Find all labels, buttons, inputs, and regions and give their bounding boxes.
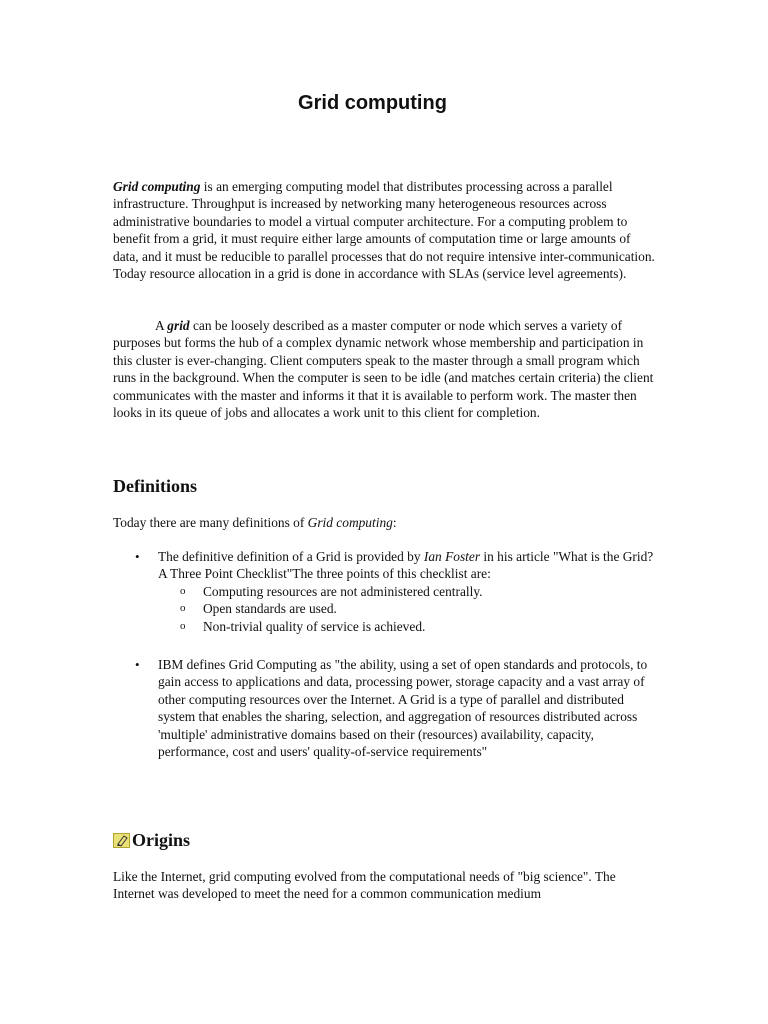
intro-paragraph <box>113 178 658 282</box>
checklist-item-text: Computing resources are not administered centrally. <box>203 583 483 599</box>
intro-text: is an emerging computing model that distributes processing across a parallel infrastructure. Throughput is increased by networking many heterogeneous resources across administrative boundaries to model a virtual computer architecture. For a computing problem to benefit from a grid, it must require either large amounts of computation time or large amounts of data, and it must be reducible to parallel processes that do not require intensive inter-communication. Today resource allocation in a grid is done in accordance with SLAs (service level agreements). <box>113 179 655 282</box>
definitions-list <box>113 548 658 635</box>
definitions-intro-prefix: Today there are many definitions of <box>113 515 308 530</box>
checklist-item-text: Open standards are used. <box>203 601 337 617</box>
circle-bullet-icon: o <box>180 619 186 632</box>
grid-text: can be loosely described as a master computer or node which serves a variety of purposes but forms the hub of a complex dynamic network whose membership and participation in this cluster is ever-changing. Client computers speak to the master through a small program which runs in the background. When the computer is seen to be idle (and matches certain criteria) the client communicates with the master and informs it that it is available to perform work. The master then looks in its queue of jobs and allocates a work unit to this client for completion. <box>113 318 654 421</box>
list-item <box>113 548 658 635</box>
edit-marker-icon <box>113 833 130 848</box>
bullet-icon: • <box>135 549 140 564</box>
definitions-intro-suffix: : <box>392 515 397 530</box>
origins-heading-text: Origins <box>132 830 191 850</box>
bullet-icon: • <box>135 657 140 672</box>
bullet1-prefix: The definitive definition of a Grid is provided by <box>158 549 424 564</box>
checklist-item-text: Non-trivial quality of service is achieved. <box>203 618 426 634</box>
list-item <box>113 656 658 760</box>
checklist-item <box>158 583 658 600</box>
origins-paragraph: Like the Internet, grid computing evolved from the computational needs of "big science". The Internet was developed to meet the need for a common communication medium <box>113 869 616 902</box>
checklist-item <box>158 618 658 635</box>
definitions-intro-term: Grid computing <box>307 515 393 530</box>
definitions-heading: Definitions <box>113 476 198 496</box>
grid-prefix: A <box>155 318 168 333</box>
checklist-item <box>158 600 658 617</box>
bullet1-author: Ian Foster <box>423 549 481 564</box>
grid-paragraph <box>113 317 658 421</box>
page-title: Grid computing <box>298 92 447 114</box>
grid-term: grid <box>167 318 190 333</box>
bullet1-suffix: in his article "What is the Grid? A Three Point Checklist"The three points of this checklist are: <box>158 549 654 582</box>
definitions-intro <box>113 514 658 531</box>
circle-bullet-icon: o <box>180 602 186 615</box>
intro-term: Grid computing <box>113 179 201 194</box>
circle-bullet-icon: o <box>180 584 186 597</box>
definitions-list-2 <box>113 656 658 760</box>
checklist <box>158 583 658 635</box>
origins-heading <box>113 828 190 852</box>
bullet2-text: IBM defines Grid Computing as "the ability, using a set of open standards and protocols, to gain access to applications and data, processing power, storage capacity and a vast array of other computing resources over the Internet. A Grid is a type of parallel and distributed system that enables the sharing, selection, and aggregation of resources distributed across 'multiple' administrative domains based on their (resources) availability, capacity, performance, cost and users' quality-of-service requirements" <box>158 657 648 760</box>
